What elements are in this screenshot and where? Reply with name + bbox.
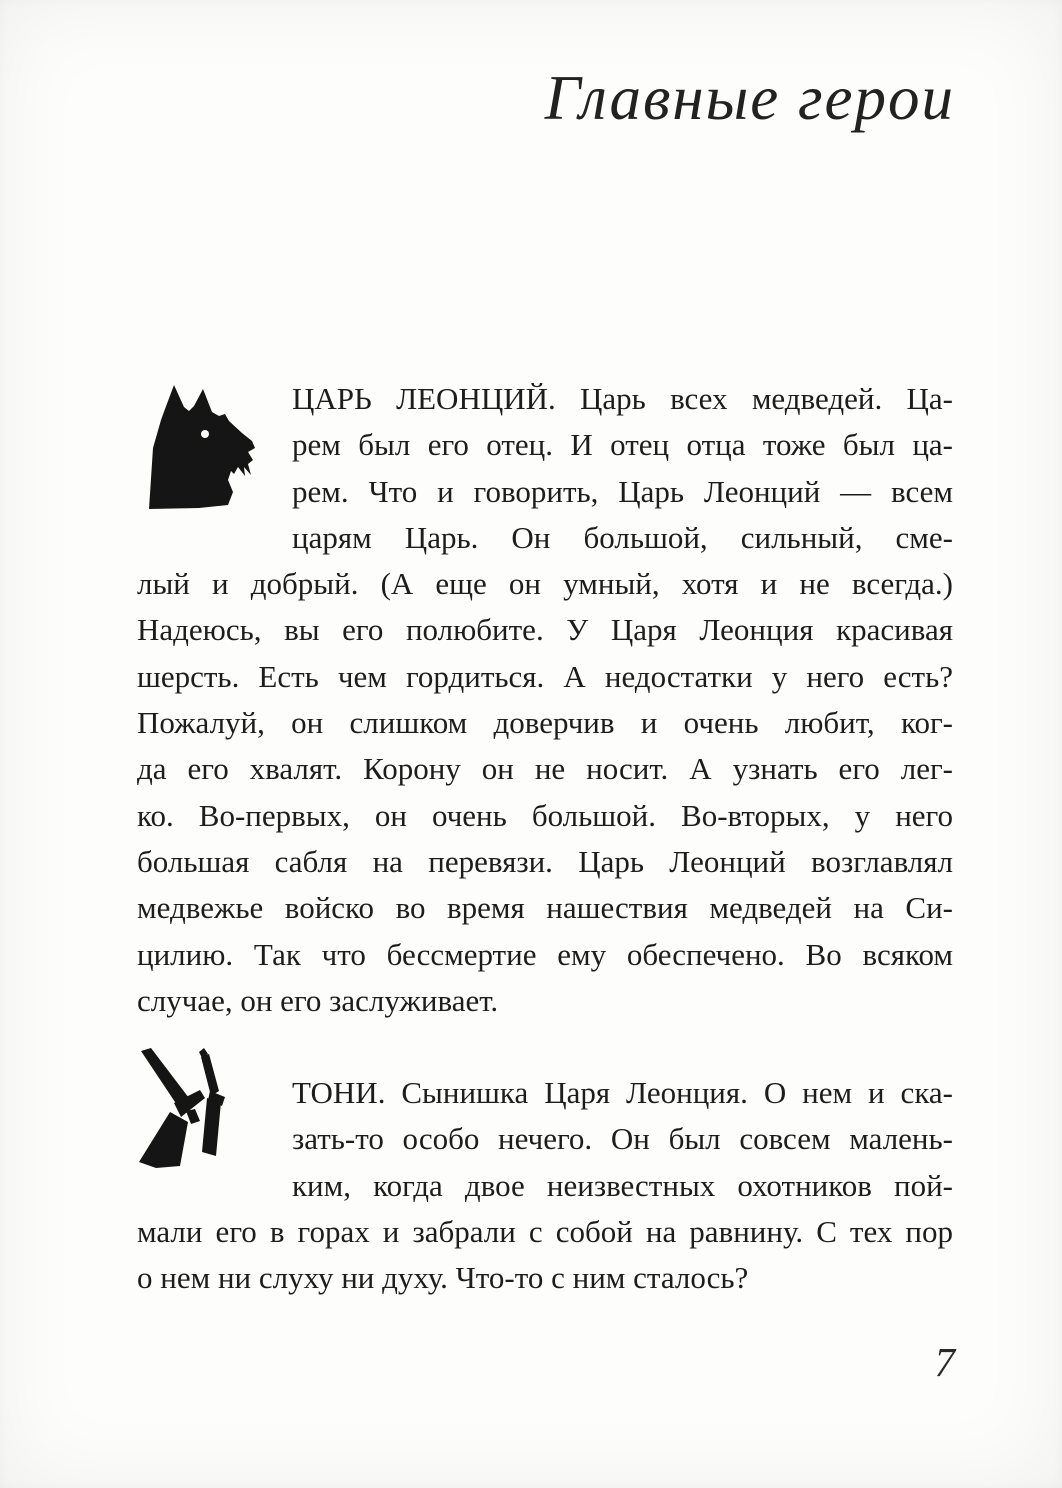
text-line: ко. Во-первых, он очень большой. Во-вторых, у него [137, 797, 953, 833]
text-line: ким, когда двое неизвестных охотников пой- [292, 1167, 953, 1203]
text-line: рем. Что и говорить, Царь Леонций — всем [292, 473, 953, 509]
hunting-rifles-icon [129, 1048, 233, 1170]
page-text-block [137, 376, 953, 1302]
text-line: ТОНИ. Сынишка Царя Леонция. О нем и ска- [292, 1075, 953, 1111]
character-entry-tsar-leontsiy [137, 376, 953, 1024]
text-line: о нем ни слуху ни духу. Что-то с ним сталось? [137, 1260, 749, 1296]
text-line: мали его в горах и забрали с собой на равнину. С тех пор [137, 1214, 953, 1250]
text-line: медвежье войско во время нашествия медведей на Си- [137, 890, 953, 926]
text-line: Пожалуй, он слишком доверчив и очень любит, ког- [137, 705, 953, 741]
text-line: зать-то особо нечего. Он был совсем малень- [292, 1121, 953, 1157]
text-line: Надеюсь, вы его полюбите. У Царя Леонция красивая [137, 612, 953, 648]
bear-head-icon [139, 376, 255, 512]
page-number: 7 [934, 1339, 955, 1385]
chapter-title: Главные герои [544, 63, 955, 133]
text-line: случае, он его заслуживает. [137, 982, 499, 1018]
text-line: лый и добрый. (А еще он умный, хотя и не всегда.) [137, 566, 953, 602]
text-line: шерсть. Есть чем гордиться. А недостатки у него есть? [137, 658, 953, 694]
text-line: цилию. Так что бессмертие ему обеспечено. Во всяком [137, 936, 953, 972]
text-line: ЦАРЬ ЛЕОНЦИЙ. Царь всех медведей. Ца- [292, 381, 953, 416]
text-line: да его хвалят. Корону он не носит. А узнать его лег- [137, 751, 953, 787]
text-line: царям Царь. Он большой, сильный, сме- [292, 519, 953, 555]
text-line: рем был его отец. И отец отца тоже был ца- [292, 427, 953, 463]
text-line: большая сабля на перевязи. Царь Леонций возглавлял [137, 843, 953, 879]
character-entry-toni [137, 1070, 953, 1301]
